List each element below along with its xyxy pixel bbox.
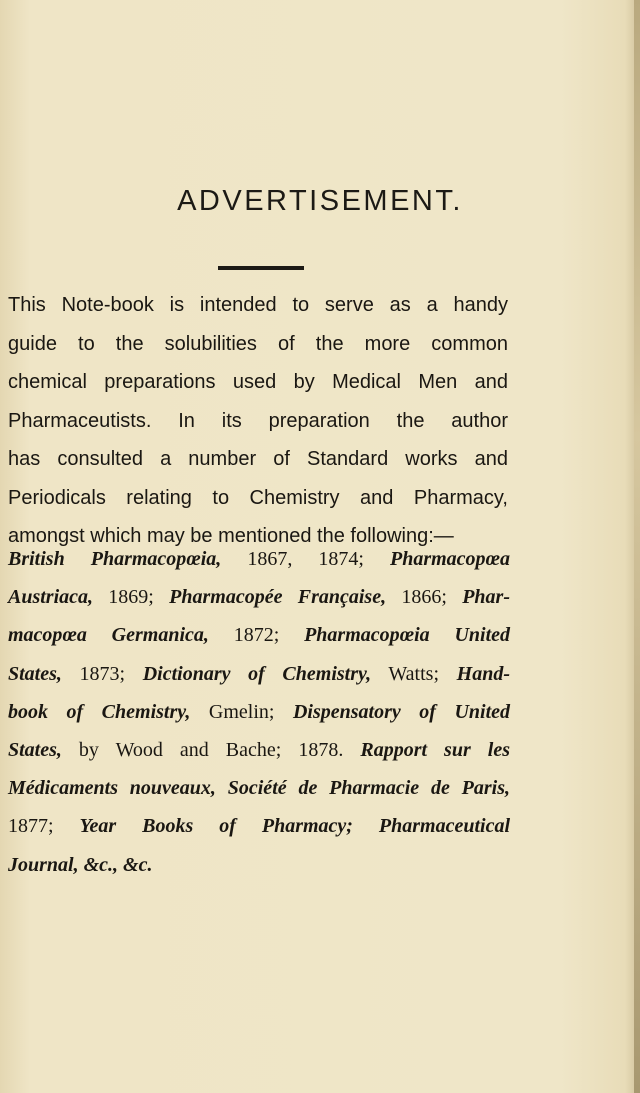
intro-paragraph (8, 286, 508, 556)
reference-title: Dictionary of Chemistry, (142, 662, 372, 685)
reference-title: British Pharmacopœia, (8, 548, 222, 570)
reference-text: 1877; (8, 815, 80, 838)
intro-line: has consulted a number of Standard works and (8, 448, 508, 470)
reference-text: 1869; (93, 586, 170, 609)
reference-text: 1873; (61, 662, 143, 685)
reference-title: Dispensatory of United (292, 700, 511, 723)
reference-title: Rapport sur les (360, 739, 510, 762)
reference-line (8, 807, 510, 845)
reference-title: Phar- (462, 586, 511, 609)
reference-title: Austriaca, (8, 586, 94, 609)
reference-line (8, 731, 510, 769)
reference-title: macopœa Germanica, (8, 624, 209, 647)
intro-line: Periodicals relating to Chemistry and Pharmacy, (8, 486, 508, 509)
heading-rule (218, 266, 304, 270)
reference-text: Gmelin; (190, 700, 293, 723)
reference-line (8, 769, 510, 807)
reference-text: 1866; (386, 586, 463, 609)
intro-line: guide to the solubilities of the more common (8, 332, 508, 355)
reference-title: Médicaments nouveaux, Société de Pharmacie de Paris, (8, 777, 510, 800)
reference-line (8, 578, 510, 616)
intro-line: This Note-book is intended to serve as a handy (8, 294, 508, 316)
references-paragraph (8, 540, 510, 884)
reference-text: Watts; (371, 662, 457, 685)
reference-line (8, 540, 510, 578)
intro-line: amongst which may be mentioned the following:— (8, 525, 454, 547)
reference-title: Pharmacopœa (390, 548, 510, 570)
reference-title: Year Books of Pharmacy; Pharmaceutical (79, 815, 511, 838)
reference-title: States, (8, 739, 62, 762)
reference-line (8, 846, 510, 884)
page-edge (634, 0, 640, 1093)
page-heading: ADVERTISEMENT. (177, 185, 463, 217)
reference-text: 1872; (208, 624, 305, 647)
reference-line (8, 693, 510, 731)
reference-text: 1867, 1874; (221, 548, 390, 570)
intro-line: Pharmaceutists. In its preparation the author (8, 409, 508, 432)
reference-title: Hand- (456, 662, 510, 685)
reference-text: by Wood and Bache; 1878. (61, 739, 361, 762)
reference-title: Pharmacopœia United (304, 624, 510, 647)
intro-line: chemical preparations used by Medical Men and (8, 371, 508, 393)
reference-title: Journal, &c., &c. (8, 853, 153, 876)
reference-line (8, 616, 510, 654)
reference-line (8, 655, 510, 693)
reference-title: States, (8, 662, 62, 685)
reference-title: Pharmacopée Française, (169, 586, 387, 609)
reference-title: book of Chemistry, (8, 700, 191, 723)
